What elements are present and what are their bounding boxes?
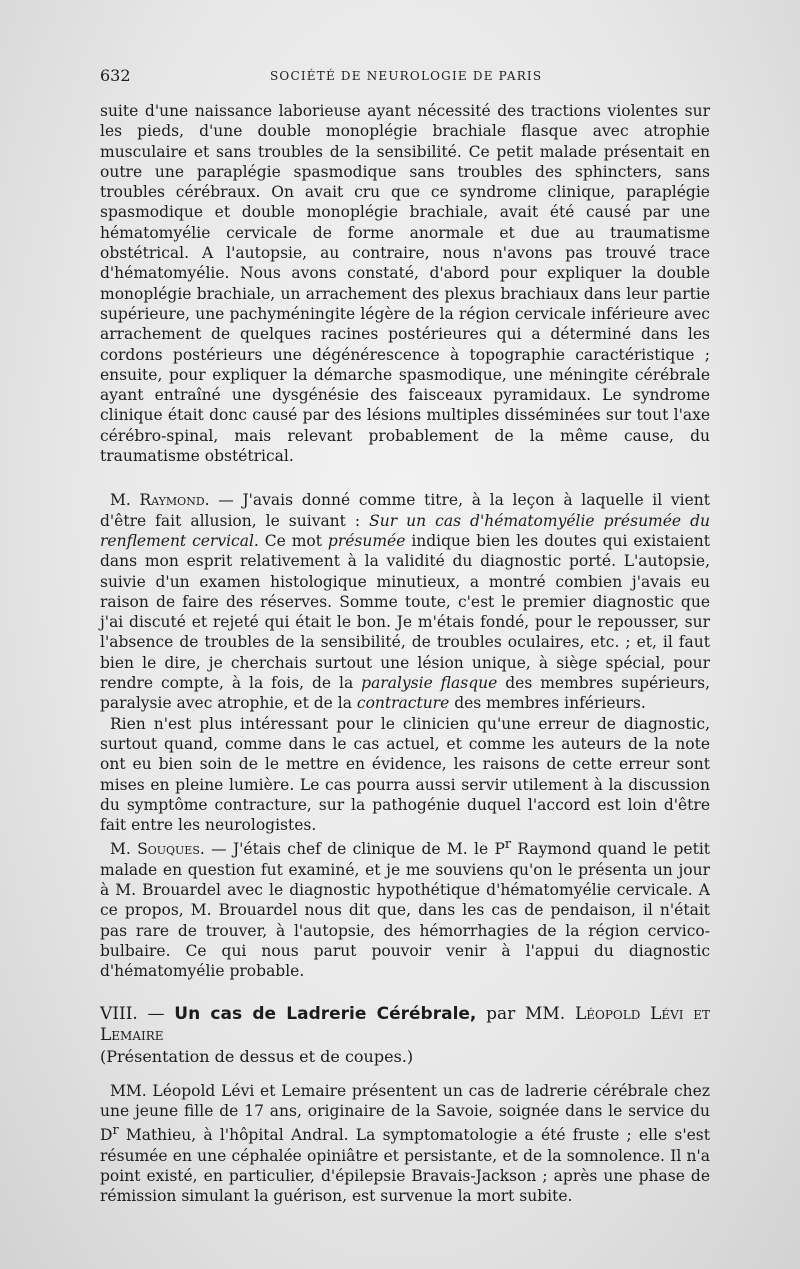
running-head (100, 66, 710, 86)
term-contracture: contracture (356, 694, 450, 713)
paragraph-raymond (100, 490, 710, 713)
journal-title: SOCIÉTÉ DE NEUROLOGIE DE PARIS (270, 69, 543, 83)
paragraph-diagnostic-error: Rien n'est plus intéressant pour le clinicien qu'une erreur de diagnostic, surtout quand, comme dans le cas actuel, et comme les auteurs de la note ont eu bien soin de le mettre en évidence, les raisons de cette erreur sont mises en pleine lumière. Le cas pourra aussi servir utilement à la discussion du symptôme contracture, sur la pathogénie duquel l'accord est loin d'être fait entre les neurologistes. (100, 714, 710, 835)
ladrerie-text-1: MM. Léopold Lévi et Lemaire présentent un cas de ladrerie cérébrale chez une jeune fille de 17 ans, originaire de la Savoie, soignée dans le service du D (100, 1081, 710, 1145)
section-by: par MM. (476, 1003, 575, 1024)
ladrerie-text-2: Mathieu, à l'hôpital Andral. La symptomatologie a été fruste ; elle s'est résumée en une céphalée opiniâtre et persistante, et de la somnolence. Il n'a point existé, en particulier, d'épilepsie Bravais-Jackson ; après une phase de rémission simulant la guérison, est survenue la mort subite. (100, 1126, 710, 1206)
ladrerie-superscript: r (112, 1123, 119, 1139)
lecture-title: Sur un cas d'hématomyélie présumée du renflement cervical. (100, 511, 711, 550)
raymond-text-2: Ce mot (258, 531, 328, 550)
section-title: Un cas de Ladrerie Cérébrale, (174, 1003, 477, 1024)
raymond-text-5: des membres inférieurs. (449, 694, 646, 713)
paragraph-case-summary: suite d'une naissance laborieuse ayant nécessité des tractions violentes sur les pieds, d'une double monoplégie brachiale flasque avec atrophie musculaire et sans troubles de la sensibilité. Ce petit malade présentait en outre une paraplégie spasmodique sans troubles des sphincters, sans troubles cérébraux. On avait cru que ce syndrome clinique, paraplégie spasmodique et double monoplégie brachiale, avait été causé par une hématomyélie cervicale de forme anormale et due au traumatisme obstétrical. A l'autopsie, au contraire, nous n'avons pas trouvé trace d'hématomyélie. Nous avons constaté, d'abord pour expliquer la double monoplégie brachiale, un arrachement des plexus brachiaux dans leur partie supérieure, une pachyméningite légère de la région cervicale inférieure avec arrachement de quelques racines postérieures qui a déterminé dans les cordons postérieurs une dégénérescence à topographie caractéristique ; ensuite, pour expliquer la démarche spasmodique, une méningite cérébrale ayant entraîné une dysgénésie des faisceaux pyramidaux. Le syndrome clinique était donc causé par des lésions multiples disséminées sur tout l'axe cérébro-spinal, mais relevant probablement de la même cause, du traumatisme obstétrical. (100, 102, 710, 466)
word-presumee: présumée (327, 531, 406, 550)
paragraph-ladrerie (100, 1081, 710, 1207)
speaker-souques: M. Souques. (110, 840, 205, 859)
page-content (100, 101, 710, 1207)
section-subtitle: (Présentation de dessus et de coupes.) (100, 1046, 414, 1066)
section-numeral: VIII. — (100, 1003, 175, 1024)
raymond-text-3: indique bien les doutes qui existaient dans mon esprit relativement à la validité du diagnostic porté. L'autopsie, suivie d'un examen histologique minutieux, a montré combien j'avais eu raison de faire des réserves. Somme toute, c'est le premier diagnostic que j'ai discuté et rejeté qui était le bon. Je m'étais fondé, pour le repousser, sur l'absence de troubles de la sensibilité, de troubles oculaires, etc. ; et, il faut bien le dire, je cherchais surtout une lésion unique, à siège spécial, pour rendre compte, à la fois, de la (100, 531, 711, 693)
souques-text-2: Raymond quand le petit malade en question fut examiné, et je me souviens qu'on le présenta un jour à M. Brouardel avec le diagnostic hypothétique d'hématomyélie cervicale. A ce propos, M. Brouardel nous dit que, dans les cas de pendaison, il n'était pas rare de trouver, à l'autopsie, des hémorrhagies de la région cervico-bulbaire. Ce qui nous parut pouvoir venir à l'appui du diagnostic d'hématomyélie probable. (100, 840, 711, 981)
term-paralysie-flasque: paralysie flasque (361, 674, 498, 693)
raymond-text-1: — J'avais donné comme titre, à la leçon à laquelle il vient d'être fait allusion, le suivant : (100, 491, 711, 530)
souques-superscript: r (504, 837, 512, 853)
raymond-text-4: des membres supérieurs, paralysie avec atrophie, et de la (100, 674, 710, 713)
speaker-raymond: M. Raymond. (110, 491, 210, 510)
section-heading (100, 1004, 710, 1046)
paragraph-souques (100, 835, 710, 981)
souques-text-1: — J'étais chef de clinique de M. le P (204, 840, 505, 859)
page-number: 632 (100, 66, 131, 85)
section-authors: Léopold Lévi et Lemaire (100, 1003, 711, 1045)
